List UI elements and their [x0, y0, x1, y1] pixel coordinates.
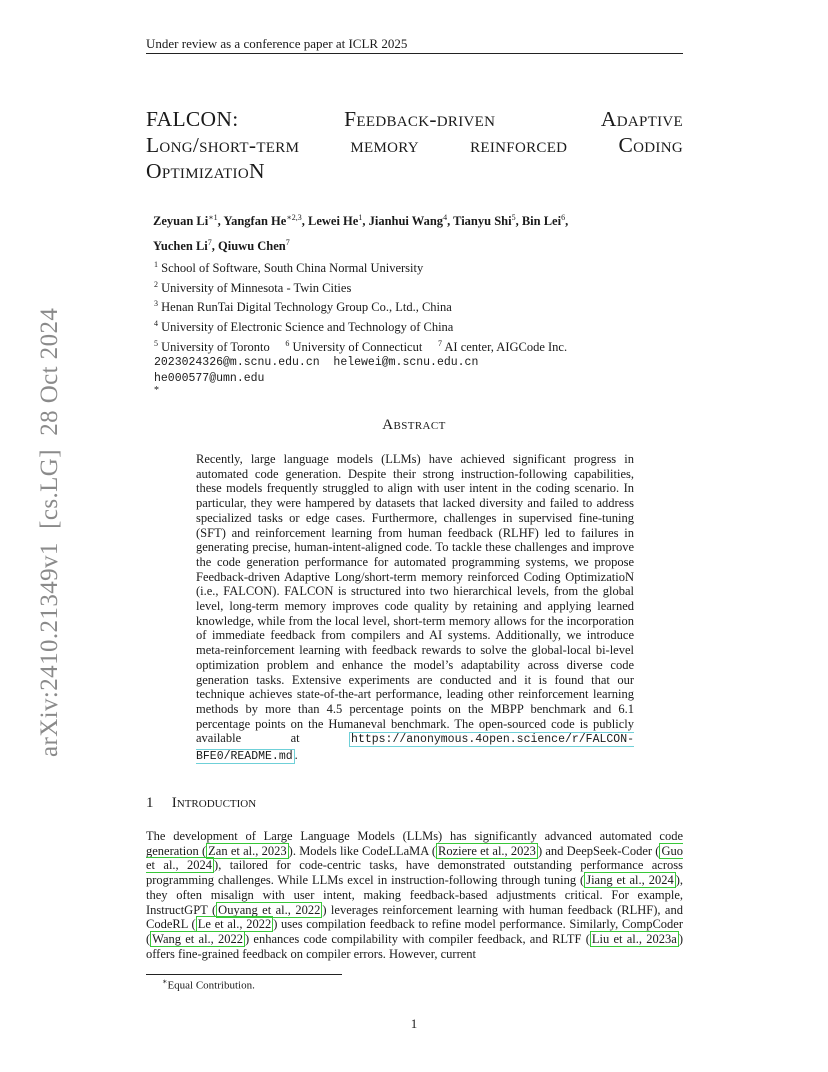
title-word: Adaptive	[600, 107, 683, 131]
footnote: ∗Equal Contribution.	[162, 977, 255, 992]
title-word: FALCON:	[146, 107, 239, 131]
header-rule	[146, 53, 683, 54]
abstract-heading: Abstract	[382, 417, 446, 433]
section-title: Introduction	[171, 795, 257, 811]
author-line: Yuchen Li$^7$, Qiuwu Chen$^7$	[153, 238, 290, 254]
title-word: reinforced	[470, 133, 568, 157]
affiliation: $^2$ University of Minnesota - Twin Cities	[154, 279, 352, 295]
section-heading	[146, 795, 256, 812]
intro-paragraph: The development of Large Language Models (LLMs) has significantly advanced automated code generation ( Zan et al., 2023 ). Models like CodeLLaMA ( Roziere et al., 2023 ) and DeepSeek-Coder ( Guo et al., 2024 ), tailored for code-centric tasks, have demonstrated outstanding performance across programming challenges. While LLMs excel in instruction-following through tuning ( Jiang et al., 2024 ), they often misalign with user intent, making feedback-based adjustments critical. For example, InstructGPT ( Ouyang et al., 2022 ) leverages reinforcement learning with human feedback (RLHF), and CodeRL ( Le et al., 2022 ) uses compilation feedback to refine model performance. Similarly, CompCoder ( Wang et al., 2022 ) enhances code compilability with compiler feedback, and RLTF ( Liu et al., 2023a ) offers fine-grained feedback on compiler errors. However, current	[146, 829, 684, 961]
abstract-body: Recently, large language models (LLMs) have achieved significant progress in automated code generation. Despite their strong instruction-following capabilities, these models frequently struggled to align with user intent in the coding scenario. In particular, they were hampered by datasets that lacked diversity and failed to address specialized tasks or edge cases. Furthermore, challenges in supervised fine-tuning (SFT) and reinforcement learning from human feedback (RLHF) led to failures in generating precise, human-intent-aligned code. To tackle these challenges and improve the code generation performance for automated programming systems, we propose Feedback-driven Adaptive Long/short-term memory reinforced Coding OptimizatioN (i.e., FALCON). FALCON is structured into two hierarchical levels, from the global level, long-term memory improves code quality by retaining and applying learned knowledge, while from the local level, short-term memory allows for the incorporation of immediate feedback from compilers and AI systems. Additionally, we introduce meta-reinforcement learning with feedback rewards to solve the global-local bi-level optimization problem and enhance the model’s adaptability across diverse code generation tasks. Extensive experiments are conducted and it is found that our technique achieves state-of-the-art performance, leading other reinforcement learning methods by more than 4.5 percentage points on the MBPP benchmark and 6.1 percentage points on the Humaneval benchmark. The open-sourced code is publicly available at https://anonymous.4open.science/r/FALCON-BFE0/README.md .	[196, 452, 634, 764]
code-link[interactable]: https://anonymous.4open.science/r/FALCON-BFE0/README.md	[196, 733, 634, 764]
page-number: 1	[410, 1016, 418, 1031]
citation-link[interactable]: Le et al., 2022	[197, 917, 272, 932]
title-word: Coding	[618, 133, 683, 157]
citation-link[interactable]: Liu et al., 2023a	[591, 931, 677, 946]
paper-title	[146, 106, 683, 184]
author-list	[153, 207, 673, 257]
arxiv-watermark: arXiv:2410.21349v1 [cs.LG] 28 Oct 2024	[36, 307, 63, 757]
citation-link[interactable]: Roziere et al., 2023	[438, 843, 536, 858]
affiliation: $^1$ School of Software, South China Normal University	[154, 260, 424, 276]
email-marker: *	[154, 385, 159, 397]
title-word: OptimizatioN	[146, 159, 265, 183]
email-line: he000577@umn.edu	[154, 371, 265, 385]
affiliation: $^5$ University of Toronto $^6$ University of Connecticut $^7$ AI center, AIGCode Inc.	[154, 338, 568, 354]
citation-link[interactable]: Wang et al., 2022	[152, 931, 244, 946]
title-word: Long/short-term	[146, 133, 300, 157]
citation-link[interactable]: Ouyang et al., 2022	[218, 902, 321, 917]
citation-link[interactable]: Zan et al., 2023	[208, 843, 287, 858]
abstract-text: Recently, large language models (LLMs) have achieved significant progress in automated code generation. Despite their strong instruction-following capabilities, these models frequently struggled to align with user intent in the coding scenario. In particular, they were hampered by datasets that lacked diversity and failed to address specialized tasks or edge cases. Furthermore, challenges in supervised fine-tuning (SFT) and reinforcement learning from human feedback (RLHF) led to failures in generating precise, human-intent-aligned code. To tackle these challenges and improve the code generation performance for automated programming systems, we propose Feedback-driven Adaptive Long/short-term memory reinforced Coding OptimizatioN (i.e., FALCON). FALCON is structured into two hierarchical levels, from the global level, long-term memory improves code quality by retaining and applying learned knowledge, while from the local level, short-term memory allows for the incorporation of immediate feedback from compilers and AI systems. Additionally, we introduce meta-reinforcement learning with feedback rewards to solve the global-local bi-level optimization problem and enhance the model’s adaptability across diverse code generation tasks. Extensive experiments are conducted and it is found that our technique achieves state-of-the-art performance, leading other reinforcement learning methods by more than 4.5 percentage points on the MBPP benchmark and 6.1 percentage points on the Humaneval benchmark. The open-sourced code is publicly available at	[196, 452, 634, 746]
title-word: memory	[350, 133, 419, 157]
email-line: 2023024326@m.scnu.edu.cn helewei@m.scnu.edu.cn	[154, 356, 479, 370]
citation-link[interactable]: Jiang et al., 2024	[586, 873, 674, 888]
footnote-rule	[146, 974, 342, 975]
citation-link[interactable]: Guo et al., 2024	[146, 843, 683, 873]
section-number: 1	[146, 795, 154, 811]
running-header: Under review as a conference paper at ICLR 2025	[146, 36, 408, 51]
affiliation: $^4$ University of Electronic Science and Technology of China	[154, 318, 454, 335]
affiliation: $^3$ Henan RunTai Digital Technology Group Co., Ltd., China	[154, 299, 452, 315]
affiliation-list	[154, 257, 674, 396]
author-line: Zeyuan $Li^{∗1}$, Yangfan $He^{∗2,3}$, Lewei He$^1$, Jianhui Wang$^4$, Tianyu Shi$^5$, Bin Lei$^6$,	[153, 213, 569, 229]
title-word: Feedback-driven	[344, 107, 496, 131]
